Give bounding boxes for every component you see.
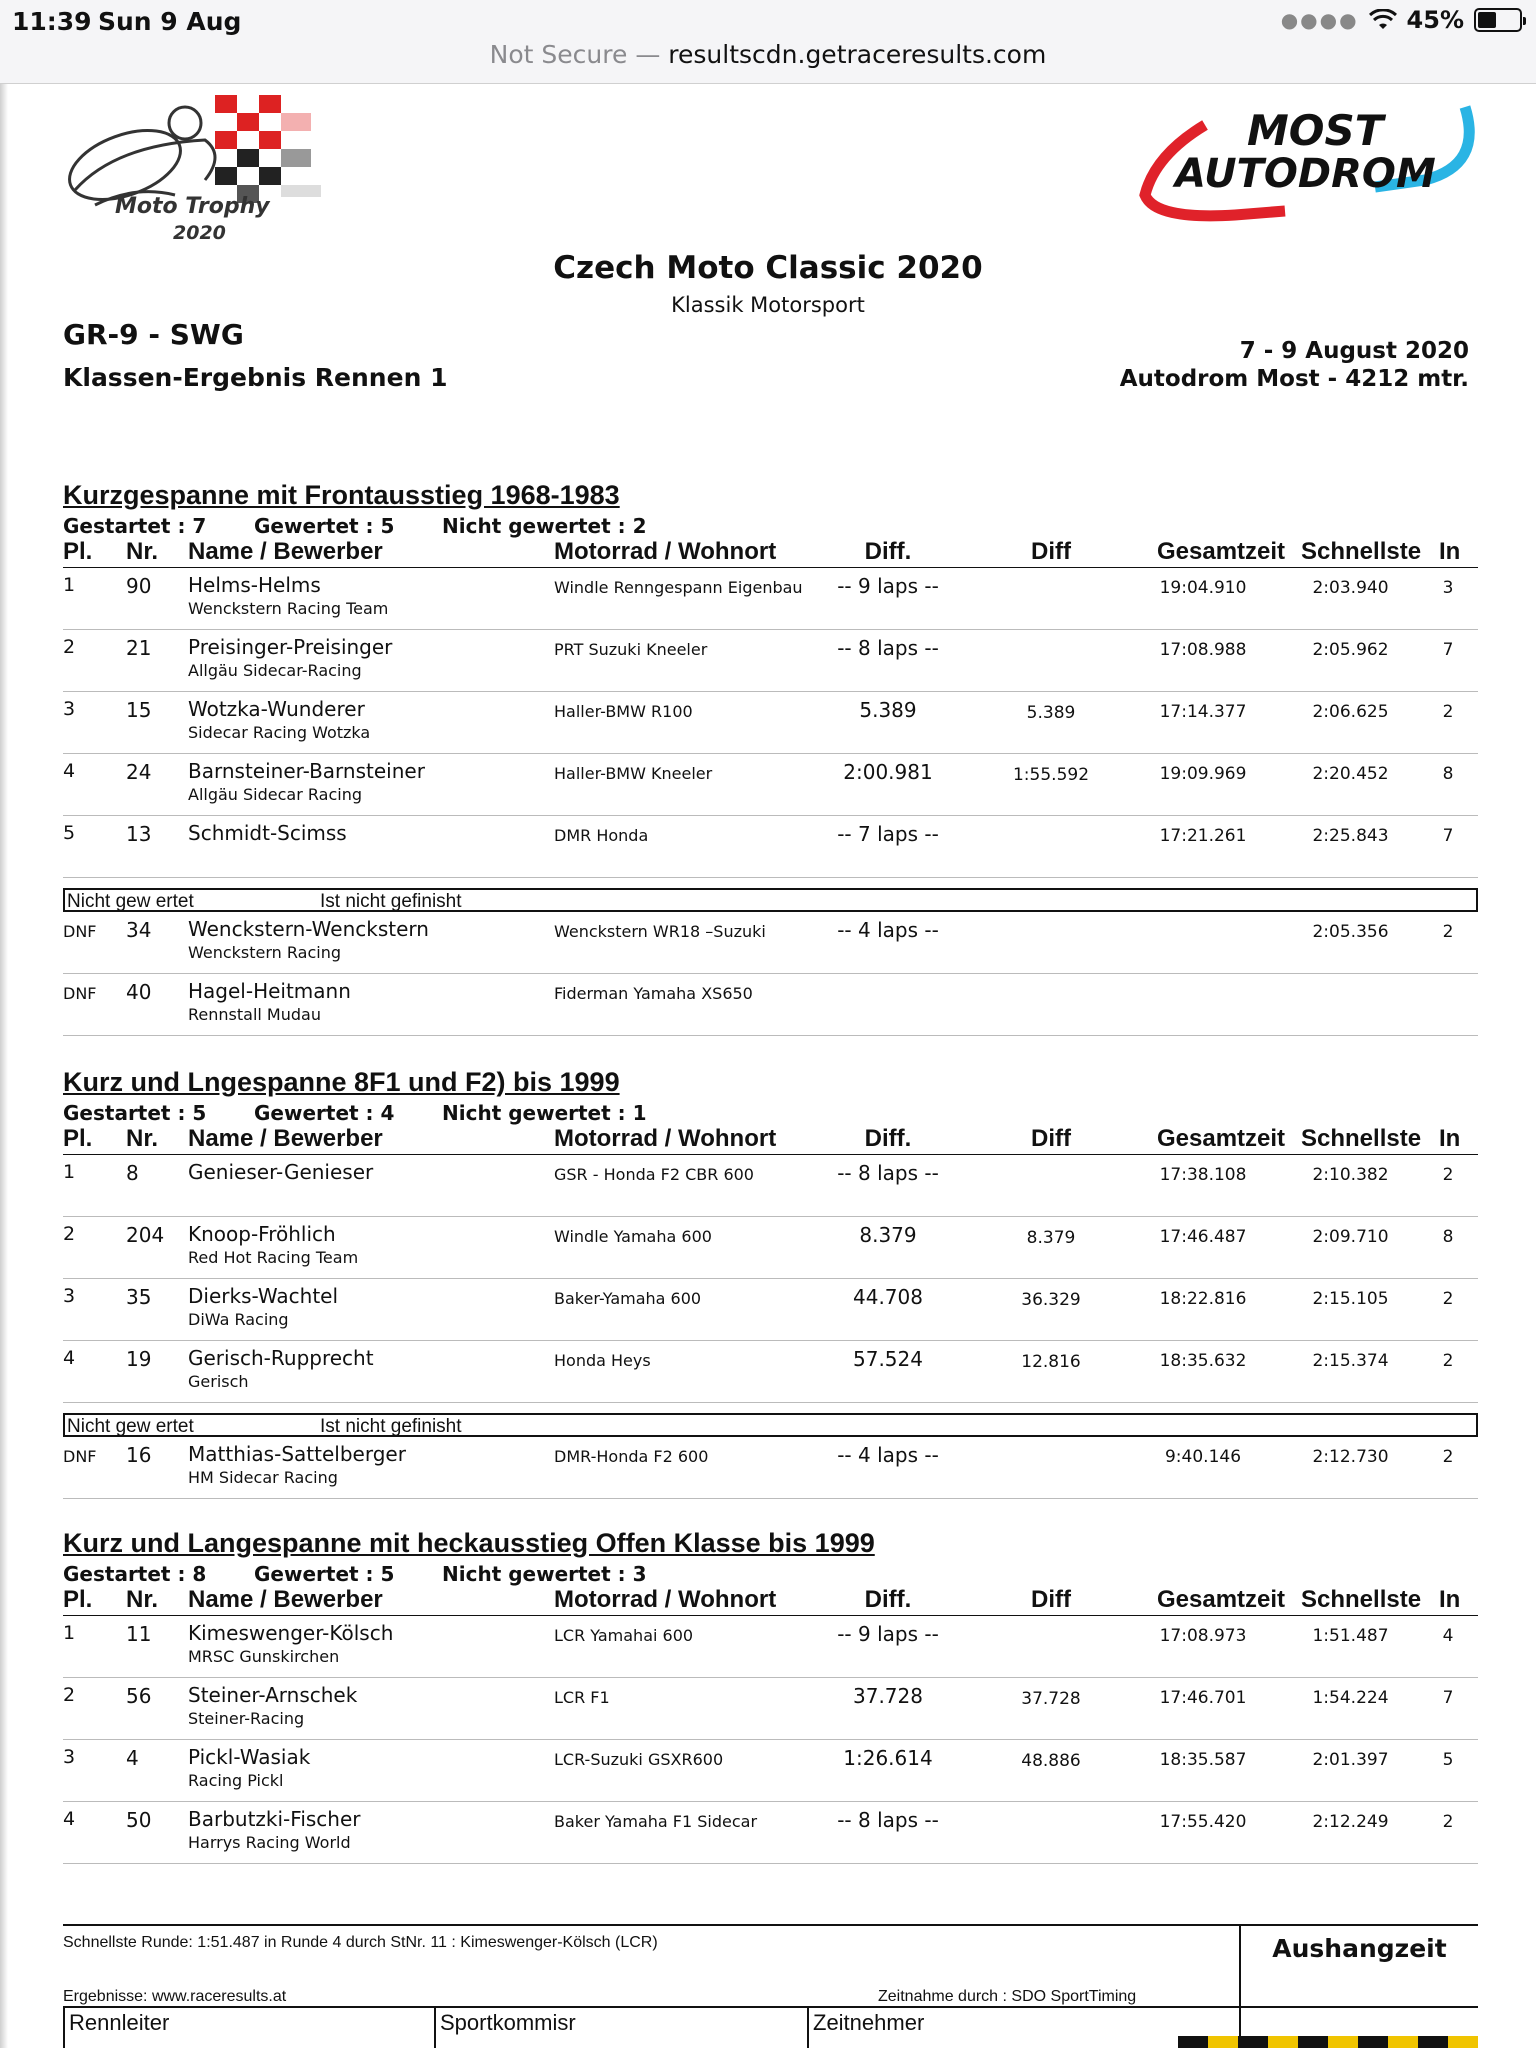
result-row	[63, 1341, 1478, 1403]
result-row	[63, 1802, 1478, 1864]
sign-sportkommissar: Sportkommisr	[434, 2008, 807, 2048]
crew-name: Pickl-Wasiak	[188, 1745, 311, 1769]
position: 2	[63, 1223, 76, 1245]
crew-name: Steiner-Arnschek	[188, 1683, 358, 1707]
logo-left-line1: Moto Trophy	[115, 194, 270, 219]
team-name: Steiner-Racing	[188, 1709, 305, 1728]
gap-to-previous: 5.389	[1026, 703, 1076, 723]
total-time: 17:46.701	[1159, 1688, 1247, 1708]
col-in: In	[1439, 1586, 1461, 1613]
warning-stripes	[1178, 2036, 1478, 2048]
fastest-lap: 2:15.374	[1312, 1351, 1389, 1371]
team-name: DiWa Racing	[188, 1310, 289, 1329]
motorcycle: Baker Yamaha F1 Sidecar	[554, 1812, 758, 1831]
status-time: 11:39	[12, 7, 92, 36]
class-title: Kurz und Langespanne mit heckausstieg Offen Klasse bis 1999	[63, 1528, 875, 1558]
gap-to-leader: 37.728	[853, 1684, 923, 1708]
motorcycle: LCR-Suzuki GSXR600	[554, 1750, 724, 1769]
fastest-lap: 2:05.356	[1312, 922, 1389, 942]
logo-right-line1: MOST	[1247, 106, 1384, 155]
col-diff2: Diff	[1031, 538, 1071, 565]
col-nr: Nr.	[126, 538, 159, 565]
posting-time-label: Aushangzeit	[1272, 1934, 1447, 1963]
gap-to-leader: -- 8 laps --	[837, 1808, 939, 1832]
classified-rows	[63, 1155, 1478, 1403]
fastest-lap-number: 8	[1442, 764, 1454, 784]
gap-to-leader: 8.379	[859, 1223, 917, 1247]
fastest-lap-number: 2	[1442, 1447, 1454, 1467]
col-name: Name / Bewerber	[188, 538, 383, 565]
result-row	[63, 816, 1478, 878]
start-number: 15	[126, 698, 152, 722]
gap-to-previous: 8.379	[1026, 1228, 1076, 1248]
col-gesamt: Gesamtzeit	[1157, 1125, 1286, 1152]
fastest-lap: 2:09.710	[1312, 1227, 1389, 1247]
team-name: Gerisch	[188, 1372, 249, 1391]
col-diff: Diff.	[864, 1586, 912, 1613]
start-number: 56	[126, 1684, 152, 1708]
status-date: Sun 9 Aug	[98, 7, 242, 36]
motorcycle: LCR F1	[554, 1688, 610, 1707]
start-number: 11	[126, 1622, 152, 1646]
crew-name: Genieser-Genieser	[188, 1160, 374, 1184]
started-count: Gestartet : 8	[63, 1562, 207, 1586]
battery-percent: 45%	[1406, 6, 1464, 34]
result-row	[63, 1279, 1478, 1341]
fastest-lap-number: 2	[1442, 702, 1454, 722]
col-diff: Diff.	[864, 1125, 912, 1152]
dnf-row	[63, 974, 1478, 1036]
motorcycle: Haller-BMW Kneeler	[554, 764, 713, 783]
motorcycle: LCR Yamahai 600	[554, 1626, 694, 1645]
start-number: 13	[126, 822, 152, 846]
result-row	[63, 1616, 1478, 1678]
table-header	[63, 1127, 1478, 1155]
col-pl: Pl.	[63, 1586, 93, 1613]
team-name: Harrys Racing World	[188, 1833, 351, 1852]
gap-to-leader: -- 9 laps --	[837, 574, 939, 598]
fastest-lap-number: 5	[1442, 1750, 1454, 1770]
status-bar	[0, 0, 1536, 40]
page-edge	[0, 84, 8, 2048]
fastest-lap-number: 2	[1442, 1165, 1454, 1185]
total-time: 17:55.420	[1159, 1812, 1247, 1832]
start-number: 16	[126, 1443, 152, 1467]
event-title: Czech Moto Classic 2020	[553, 250, 983, 286]
fastest-lap: 2:01.397	[1312, 1750, 1389, 1770]
gap-to-leader: 5.389	[859, 698, 917, 722]
col-diff2: Diff	[1031, 1125, 1071, 1152]
position: 4	[63, 760, 76, 782]
start-number: 34	[126, 918, 152, 942]
gap-to-leader: -- 4 laps --	[837, 1443, 939, 1467]
crew-name: Helms-Helms	[188, 573, 321, 597]
crew-name: Kimeswenger-Kölsch	[188, 1621, 394, 1645]
position: 4	[63, 1347, 76, 1369]
logo-right-line2: AUTODROM	[1175, 151, 1436, 197]
sign-rennleiter: Rennleiter	[63, 2008, 434, 2048]
fastest-lap: 2:06.625	[1312, 702, 1389, 722]
class-section-3	[63, 1526, 1478, 1864]
fastest-lap: 1:51.487	[1312, 1626, 1389, 1646]
total-time: 19:04.910	[1159, 578, 1247, 598]
total-time: 17:08.973	[1159, 1626, 1247, 1646]
col-diff: Diff.	[864, 538, 912, 565]
total-time: 17:14.377	[1159, 702, 1247, 722]
class-section-1	[63, 478, 1478, 1036]
team-name: HM Sidecar Racing	[188, 1468, 338, 1487]
total-time: 17:46.487	[1159, 1227, 1247, 1247]
result-row	[63, 1678, 1478, 1740]
position: 3	[63, 698, 76, 720]
fastest-lap-number: 7	[1442, 640, 1454, 660]
fastest-lap: 2:12.730	[1312, 1447, 1389, 1467]
col-nr: Nr.	[126, 1125, 159, 1152]
wifi-icon	[1369, 9, 1397, 31]
position: 4	[63, 1808, 76, 1830]
signature-row	[63, 2006, 1478, 2048]
dnf-row	[63, 1437, 1478, 1499]
classified-rows	[63, 1616, 1478, 1864]
total-time: 17:21.261	[1159, 826, 1247, 846]
result-row	[63, 1740, 1478, 1802]
team-name: Wenckstern Racing Team	[188, 599, 389, 618]
motorcycle: DMR-Honda F2 600	[554, 1447, 709, 1466]
col-moto: Motorrad / Wohnort	[554, 538, 777, 565]
position: DNF	[63, 922, 97, 941]
fastest-lap: 2:25.843	[1312, 826, 1389, 846]
motorcycle: GSR - Honda F2 CBR 600	[554, 1165, 754, 1184]
start-number: 50	[126, 1808, 152, 1832]
sign-zeitnehmer: Zeitnehmer	[807, 2008, 1239, 2048]
gap-to-leader: 2:00.981	[843, 760, 933, 784]
dnf-rows	[63, 1437, 1478, 1499]
fastest-lap-number: 2	[1442, 922, 1454, 942]
team-name: MRSC Gunskirchen	[188, 1647, 340, 1666]
results-footer	[63, 1924, 1478, 2048]
crew-name: Preisinger-Preisinger	[188, 635, 393, 659]
crew-name: Knoop-Fröhlich	[188, 1222, 336, 1246]
fastest-lap: 1:54.224	[1312, 1688, 1389, 1708]
gap-to-leader: -- 8 laps --	[837, 1161, 939, 1185]
url-separator: —	[627, 40, 669, 69]
total-time: 17:08.988	[1159, 640, 1247, 660]
classified-rows	[63, 568, 1478, 878]
start-number: 40	[126, 980, 152, 1004]
fastest-lap-number: 7	[1442, 826, 1454, 846]
col-schnell: Schnellste	[1301, 1586, 1422, 1613]
position: 3	[63, 1746, 76, 1768]
not-classified-bar	[63, 888, 1478, 912]
crew-name: Barnsteiner-Barnsteiner	[188, 759, 425, 783]
position: 2	[63, 636, 76, 658]
start-number: 21	[126, 636, 152, 660]
gap-to-previous: 37.728	[1021, 1689, 1081, 1709]
fastest-lap-number: 2	[1442, 1812, 1454, 1832]
team-name: Sidecar Racing Wotzka	[188, 723, 371, 742]
team-name: Racing Pickl	[188, 1771, 284, 1790]
team-name: Allgäu Sidecar Racing	[188, 785, 362, 804]
dnf-rows	[63, 912, 1478, 1036]
started-count: Gestartet : 5	[63, 1101, 207, 1125]
fastest-lap-number: 2	[1442, 1289, 1454, 1309]
motorcycle: Wenckstern WR18 –Suzuki	[554, 922, 766, 941]
position: 1	[63, 1161, 76, 1183]
battery-level	[1478, 12, 1496, 28]
crew-name: Matthias-Sattelberger	[188, 1442, 406, 1466]
fastest-lap-number: 8	[1442, 1227, 1454, 1247]
classified-count: Gewertet : 5	[254, 1562, 395, 1586]
col-gesamt: Gesamtzeit	[1157, 538, 1286, 565]
position: DNF	[63, 1447, 97, 1466]
col-schnell: Schnellste	[1301, 538, 1422, 565]
not-classified-reason: Ist nicht gefinisht	[320, 1416, 462, 1437]
classified-count: Gewertet : 4	[254, 1101, 395, 1125]
crew-name: Wotzka-Wunderer	[188, 697, 365, 721]
result-row	[63, 1217, 1478, 1279]
not-classified-label: Nicht gew ertet	[67, 891, 194, 912]
team-name: Allgäu Sidecar-Racing	[188, 661, 362, 680]
crew-name: Dierks-Wachtel	[188, 1284, 339, 1308]
address-bar[interactable]	[0, 40, 1536, 84]
start-number: 4	[126, 1746, 139, 1770]
col-in: In	[1439, 538, 1461, 565]
not-classified-reason: Ist nicht gefinisht	[320, 891, 462, 912]
gap-to-leader: -- 8 laps --	[837, 636, 939, 660]
gap-to-previous: 12.816	[1021, 1352, 1081, 1372]
moto-trophy-logo	[55, 95, 375, 245]
motorcycle: Windle Yamaha 600	[554, 1227, 712, 1246]
motorcycle: PRT Suzuki Kneeler	[554, 640, 708, 659]
not-classified-count: Nicht gewertet : 3	[442, 1562, 647, 1586]
class-title: Kurzgespanne mit Frontausstieg 1968-1983	[63, 480, 620, 510]
event-venue: Autodrom Most - 4212 mtr.	[1119, 366, 1469, 392]
fastest-lap: 2:10.382	[1312, 1165, 1389, 1185]
total-time: 19:09.969	[1159, 764, 1247, 784]
gap-to-leader: 1:26.614	[843, 1746, 933, 1770]
gap-to-previous: 1:55.592	[1012, 765, 1090, 785]
col-moto: Motorrad / Wohnort	[554, 1586, 777, 1613]
col-moto: Motorrad / Wohnort	[554, 1125, 777, 1152]
crew-name: Wenckstern-Wenckstern	[188, 917, 429, 941]
team-name: Wenckstern Racing	[188, 943, 342, 962]
start-number: 24	[126, 760, 152, 784]
col-name: Name / Bewerber	[188, 1586, 383, 1613]
class-counts	[63, 512, 1478, 540]
fastest-lap-number: 2	[1442, 1351, 1454, 1371]
start-number: 204	[126, 1223, 165, 1247]
class-section-2	[63, 1065, 1478, 1499]
crew-name: Schmidt-Scimss	[188, 821, 347, 845]
table-header	[63, 540, 1478, 568]
start-number: 35	[126, 1285, 152, 1309]
classified-count: Gewertet : 5	[254, 514, 395, 538]
motorcycle: Honda Heys	[554, 1351, 651, 1370]
timing-provider: Zeitnahme durch : SDO SportTiming	[878, 1988, 1137, 2005]
cellular-signal-icon: ●●●●	[1280, 8, 1359, 32]
motorcycle: Windle Renngespann Eigenbau	[554, 578, 803, 597]
result-name: Klassen-Ergebnis Rennen 1	[63, 363, 448, 392]
fastest-lap-note: Schnellste Runde: 1:51.487 in Runde 4 durch StNr. 11 : Kimeswenger-Kölsch (LCR)	[63, 1934, 658, 1951]
team-name: Rennstall Mudau	[188, 1005, 321, 1024]
started-count: Gestartet : 7	[63, 514, 207, 538]
result-row	[63, 754, 1478, 816]
result-row	[63, 692, 1478, 754]
total-time: 9:40.146	[1164, 1447, 1242, 1467]
dnf-row	[63, 912, 1478, 974]
status-right	[1281, 6, 1522, 34]
gap-to-leader: -- 4 laps --	[837, 918, 939, 942]
gap-to-leader: -- 9 laps --	[837, 1622, 939, 1646]
event-dates: 7 - 9 August 2020	[1239, 338, 1469, 364]
col-pl: Pl.	[63, 538, 93, 565]
position: 1	[63, 1622, 76, 1644]
fastest-lap: 2:05.962	[1312, 640, 1389, 660]
fastest-lap-number: 7	[1442, 1688, 1454, 1708]
crew-name: Barbutzki-Fischer	[188, 1807, 361, 1831]
total-time: 18:35.587	[1159, 1750, 1247, 1770]
url-host: resultscdn.getraceresults.com	[668, 40, 1047, 69]
result-row	[63, 1155, 1478, 1217]
position: 2	[63, 1684, 76, 1706]
not-classified-count: Nicht gewertet : 1	[442, 1101, 647, 1125]
start-number: 90	[126, 574, 152, 598]
not-classified-label: Nicht gew ertet	[67, 1416, 194, 1437]
col-name: Name / Bewerber	[188, 1125, 383, 1152]
team-name: Red Hot Racing Team	[188, 1248, 359, 1267]
crew-name: Hagel-Heitmann	[188, 979, 351, 1003]
motorcycle: Haller-BMW R100	[554, 702, 693, 721]
gap-to-previous: 48.886	[1021, 1751, 1081, 1771]
col-pl: Pl.	[63, 1125, 93, 1152]
total-time: 18:22.816	[1159, 1289, 1247, 1309]
fastest-lap: 2:15.105	[1312, 1289, 1389, 1309]
results-url: Ergebnisse: www.raceresults.at	[63, 1988, 287, 2005]
security-label: Not Secure	[489, 40, 628, 69]
class-title: Kurz und Lngespanne 8F1 und F2) bis 1999	[63, 1067, 620, 1097]
position: 3	[63, 1285, 76, 1307]
start-number: 19	[126, 1347, 152, 1371]
event-subtitle: Klassik Motorsport	[671, 293, 865, 317]
total-time: 18:35.632	[1159, 1351, 1247, 1371]
col-nr: Nr.	[126, 1586, 159, 1613]
fastest-lap: 2:20.452	[1312, 764, 1389, 784]
motorcycle: Fiderman Yamaha XS650	[554, 984, 753, 1003]
position: DNF	[63, 984, 97, 1003]
class-counts	[63, 1099, 1478, 1127]
fastest-lap-number: 4	[1442, 1626, 1454, 1646]
fastest-lap: 2:03.940	[1312, 578, 1389, 598]
result-row	[63, 568, 1478, 630]
position: 5	[63, 822, 76, 844]
fastest-lap: 2:12.249	[1312, 1812, 1389, 1832]
fastest-lap-number: 3	[1442, 578, 1454, 598]
col-in: In	[1439, 1125, 1461, 1152]
class-counts	[63, 1560, 1478, 1588]
position: 1	[63, 574, 76, 596]
result-row	[63, 630, 1478, 692]
not-classified-count: Nicht gewertet : 2	[442, 514, 647, 538]
crew-name: Gerisch-Rupprecht	[188, 1346, 374, 1370]
gap-to-previous: 36.329	[1021, 1290, 1081, 1310]
table-header	[63, 1588, 1478, 1616]
gap-to-leader: 57.524	[853, 1347, 923, 1371]
most-autodrom-logo	[1135, 95, 1480, 225]
not-classified-bar	[63, 1413, 1478, 1437]
logo-left-line2: 2020	[173, 222, 226, 244]
col-diff2: Diff	[1031, 1586, 1071, 1613]
gap-to-leader: 44.708	[853, 1285, 923, 1309]
total-time: 17:38.108	[1159, 1165, 1247, 1185]
group-name: GR-9 - SWG	[63, 318, 244, 351]
battery-icon	[1474, 8, 1522, 32]
col-gesamt: Gesamtzeit	[1157, 1586, 1286, 1613]
col-schnell: Schnellste	[1301, 1125, 1422, 1152]
gap-to-leader: -- 7 laps --	[837, 822, 939, 846]
motorcycle: DMR Honda	[554, 826, 649, 845]
motorcycle: Baker-Yamaha 600	[554, 1289, 702, 1308]
start-number: 8	[126, 1161, 139, 1185]
